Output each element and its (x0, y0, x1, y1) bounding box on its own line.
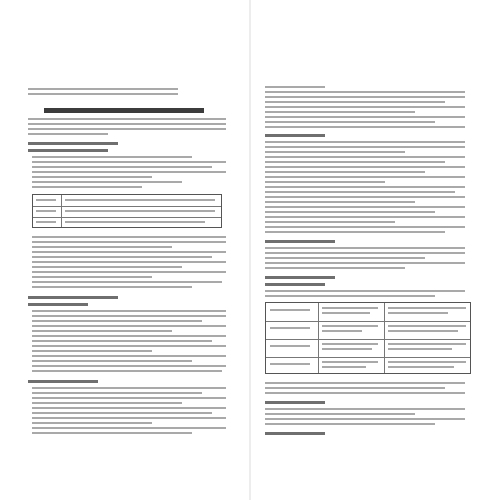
text-line (265, 141, 465, 143)
text-line (32, 315, 226, 317)
text-line (32, 186, 142, 188)
text-line (265, 171, 425, 173)
text-line (32, 261, 226, 263)
text-line (32, 246, 172, 248)
section-heading (265, 134, 325, 137)
text-line (265, 181, 385, 183)
text-line (265, 146, 465, 148)
text-line (28, 93, 178, 95)
text-line (265, 408, 465, 410)
left-page (0, 0, 249, 500)
text-line (32, 370, 222, 372)
text-line (32, 271, 226, 273)
text-line (265, 121, 435, 123)
text-line (265, 116, 465, 118)
text-line (28, 88, 178, 90)
text-line (32, 392, 202, 394)
text-line (265, 186, 465, 188)
text-line (265, 106, 465, 108)
text-line (32, 330, 172, 332)
comparison-table (265, 302, 471, 374)
text-line (265, 290, 465, 292)
text-line (265, 111, 415, 113)
section-heading (265, 283, 325, 286)
text-line (265, 156, 465, 158)
text-line (32, 432, 192, 434)
text-line (265, 252, 465, 254)
text-line (32, 397, 226, 399)
text-line (32, 345, 226, 347)
text-line (32, 286, 192, 288)
section-heading (28, 149, 108, 152)
page-title (44, 108, 204, 113)
text-line (32, 266, 182, 268)
text-line (32, 181, 182, 183)
text-line (32, 412, 212, 414)
text-line (265, 86, 325, 88)
text-line (32, 156, 192, 158)
text-line (32, 325, 226, 327)
text-line (32, 276, 152, 278)
text-line (32, 422, 152, 424)
text-line (265, 191, 455, 193)
text-line (265, 201, 415, 203)
text-line (32, 387, 226, 389)
text-line (32, 365, 226, 367)
content-table (32, 194, 222, 228)
text-line (32, 340, 212, 342)
text-line (32, 402, 182, 404)
text-line (32, 236, 226, 238)
text-line (265, 176, 465, 178)
text-line (28, 118, 226, 120)
text-line (32, 166, 212, 168)
text-line (265, 418, 465, 420)
text-line (265, 221, 395, 223)
right-page (251, 0, 500, 500)
text-line (32, 310, 226, 312)
text-line (265, 211, 435, 213)
text-line (265, 101, 445, 103)
text-line (32, 360, 192, 362)
text-line (32, 256, 212, 258)
text-line (32, 320, 202, 322)
text-line (265, 166, 465, 168)
text-line (265, 257, 425, 259)
text-line (265, 126, 465, 128)
text-line (265, 423, 435, 425)
text-line (28, 133, 108, 135)
text-line (265, 96, 465, 98)
section-heading (265, 276, 335, 279)
text-line (32, 335, 226, 337)
text-line (32, 251, 226, 253)
text-line (265, 161, 445, 163)
text-line (32, 171, 226, 173)
text-line (265, 387, 445, 389)
text-line (32, 161, 226, 163)
text-line (32, 176, 152, 178)
text-line (28, 128, 226, 130)
text-line (265, 267, 405, 269)
text-line (32, 427, 226, 429)
text-line (265, 226, 465, 228)
text-line (265, 196, 465, 198)
text-line (32, 241, 226, 243)
text-line (265, 413, 415, 415)
text-line (32, 281, 222, 283)
section-heading (265, 240, 335, 243)
text-line (265, 231, 445, 233)
text-line (265, 392, 465, 394)
text-line (265, 247, 465, 249)
text-line (32, 350, 152, 352)
text-line (265, 151, 405, 153)
text-line (32, 417, 226, 419)
section-heading (28, 303, 88, 306)
text-line (32, 407, 226, 409)
section-heading (265, 432, 325, 435)
text-line (265, 382, 465, 384)
section-heading (28, 142, 118, 145)
text-line (265, 91, 465, 93)
section-heading (265, 401, 325, 404)
section-heading (28, 296, 118, 299)
text-line (265, 262, 465, 264)
text-line (32, 355, 226, 357)
text-line (28, 123, 226, 125)
text-line (265, 295, 435, 297)
text-line (265, 206, 465, 208)
section-heading (28, 380, 98, 383)
text-line (265, 216, 465, 218)
